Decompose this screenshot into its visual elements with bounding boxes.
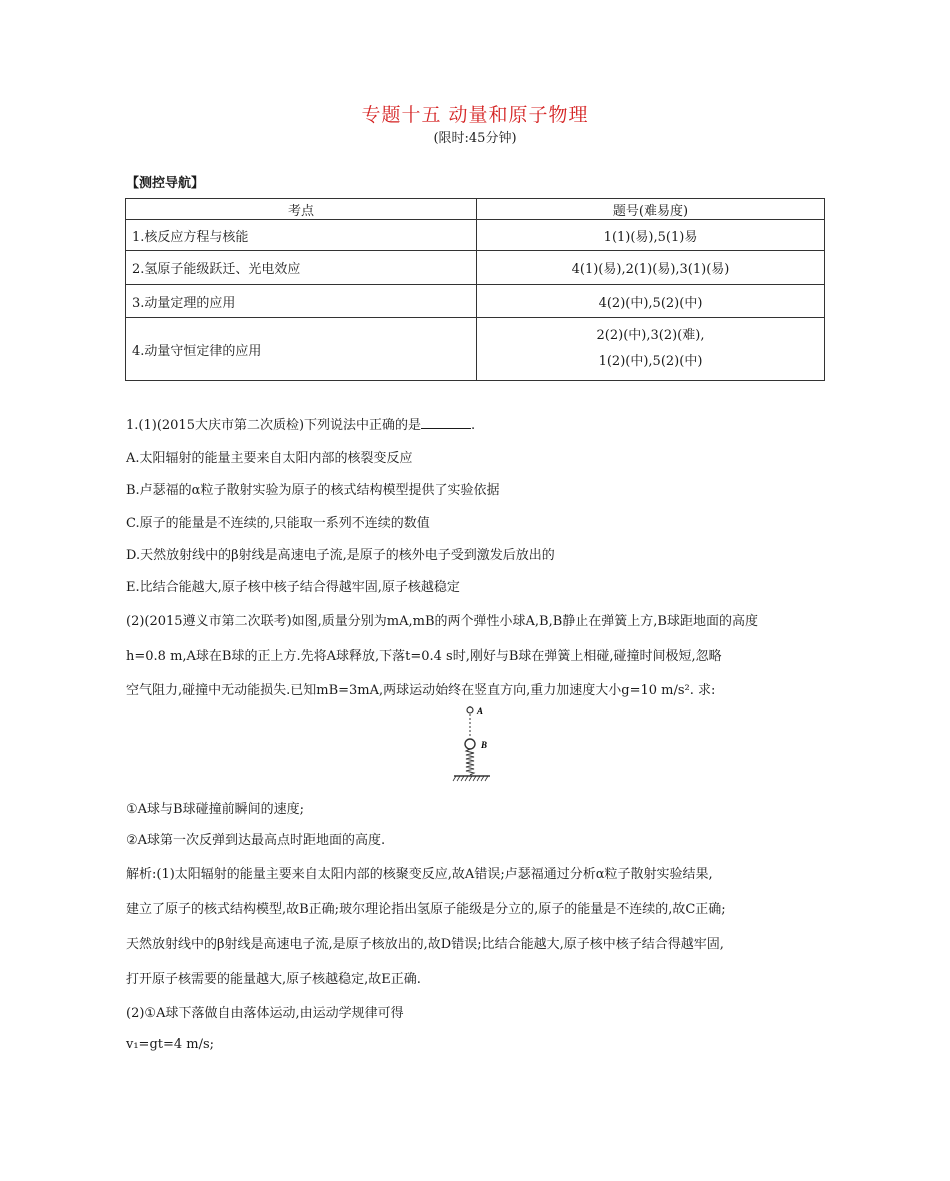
table-row [126, 285, 825, 318]
table-header-topic: 考点 [126, 199, 477, 220]
part2-line: h=0.8 m,A球在B球的正上方.先将A球释放,下落t=0.4 s时,刚好与B球在弹簧上相碰,碰撞时间极短,忽略 [126, 649, 722, 664]
section-label: 【测控导航】 [126, 176, 205, 191]
question-stem-text: 1.(1)(2015大庆市第二次质检)下列说法中正确的是 [126, 418, 422, 433]
solution-line: 建立了原子的核式结构模型,故B正确;玻尔理论指出氢原子能级是分立的,原子的能量是不连续的,故C正确; [126, 902, 726, 917]
navigation-table [125, 198, 825, 381]
question-stem-end: . [471, 418, 476, 433]
table-row [126, 251, 825, 285]
page-title: 专题十五 动量和原子物理 [361, 104, 589, 126]
solution-line: (2)①A球下落做自由落体运动,由运动学规律可得 [126, 1006, 404, 1021]
table-cell-topic: 2.氢原子能级跃迁、光电效应 [126, 251, 477, 285]
spring-balls-figure [450, 702, 510, 787]
solution-line: 解析:(1)太阳辐射的能量主要来自太阳内部的核聚变反应,故A错误;卢瑟福通过分析α粒子散射实验结果, [126, 867, 713, 882]
table-row [126, 318, 825, 381]
ground-hatching [453, 776, 488, 781]
answer-blank [421, 416, 471, 429]
ball-a-label: A [477, 706, 484, 716]
table-cell-items: 4(1)(易),2(1)(易),3(1)(易) [477, 251, 825, 285]
ball-b [465, 739, 475, 749]
table-header-number: 题号(难易度) [477, 199, 825, 220]
option-e: E.比结合能越大,原子核中核子结合得越牢固,原子核越稳定 [126, 580, 460, 595]
question-1-stem [126, 414, 475, 433]
option-b: B.卢瑟福的α粒子散射实验为原子的核式结构模型提供了实验依据 [126, 483, 500, 498]
solution-line: 打开原子核需要的能量越大,原子核越稳定,故E正确. [126, 972, 421, 987]
solution-line: 天然放射线中的β射线是高速电子流,是原子核放出的,故D错误;比结合能越大,原子核中核子结合得越牢固, [126, 937, 724, 952]
table-header-row [126, 199, 825, 220]
table-cell-topic: 1.核反应方程与核能 [126, 220, 477, 251]
table-cell-topic: 3.动量定理的应用 [126, 285, 477, 318]
table-cell-items: 4(2)(中),5(2)(中) [477, 285, 825, 318]
table-cell-items [477, 318, 825, 381]
option-c: C.原子的能量是不连续的,只能取一系列不连续的数值 [126, 516, 430, 531]
table-cell-topic: 4.动量守恒定律的应用 [126, 318, 477, 381]
option-d: D.天然放射线中的β射线是高速电子流,是原子的核外电子受到激发后放出的 [126, 548, 555, 563]
table-cell-line: 1(2)(中),5(2)(中) [598, 354, 703, 369]
part2-line: (2)(2015遵义市第二次联考)如图,质量分别为mA,mB的两个弹性小球A,B,B静止在弹簧上方,B球距地面的高度 [126, 614, 758, 629]
option-a: A.太阳辐射的能量主要来自太阳内部的核裂变反应 [126, 451, 413, 466]
spring [466, 749, 474, 775]
time-limit: (限时:45分钟) [433, 131, 517, 146]
part2-line: 空气阻力,碰撞中无动能损失.已知mB=3mA,两球运动始终在竖直方向,重力加速度大小g=10 m/s². 求: [126, 683, 716, 698]
subquestion-1: ①A球与B球碰撞前瞬间的速度; [126, 802, 304, 817]
table-row [126, 220, 825, 251]
table-cell-line: 2(2)(中),3(2)(难), [596, 328, 705, 343]
subquestion-2: ②A球第一次反弹到达最高点时距地面的高度. [126, 833, 386, 848]
table-cell-items: 1(1)(易),5(1)易 [477, 220, 825, 251]
ball-a [467, 707, 473, 713]
ball-b-label: B [481, 740, 488, 750]
solution-line: v₁=gt=4 m/s; [126, 1037, 215, 1052]
